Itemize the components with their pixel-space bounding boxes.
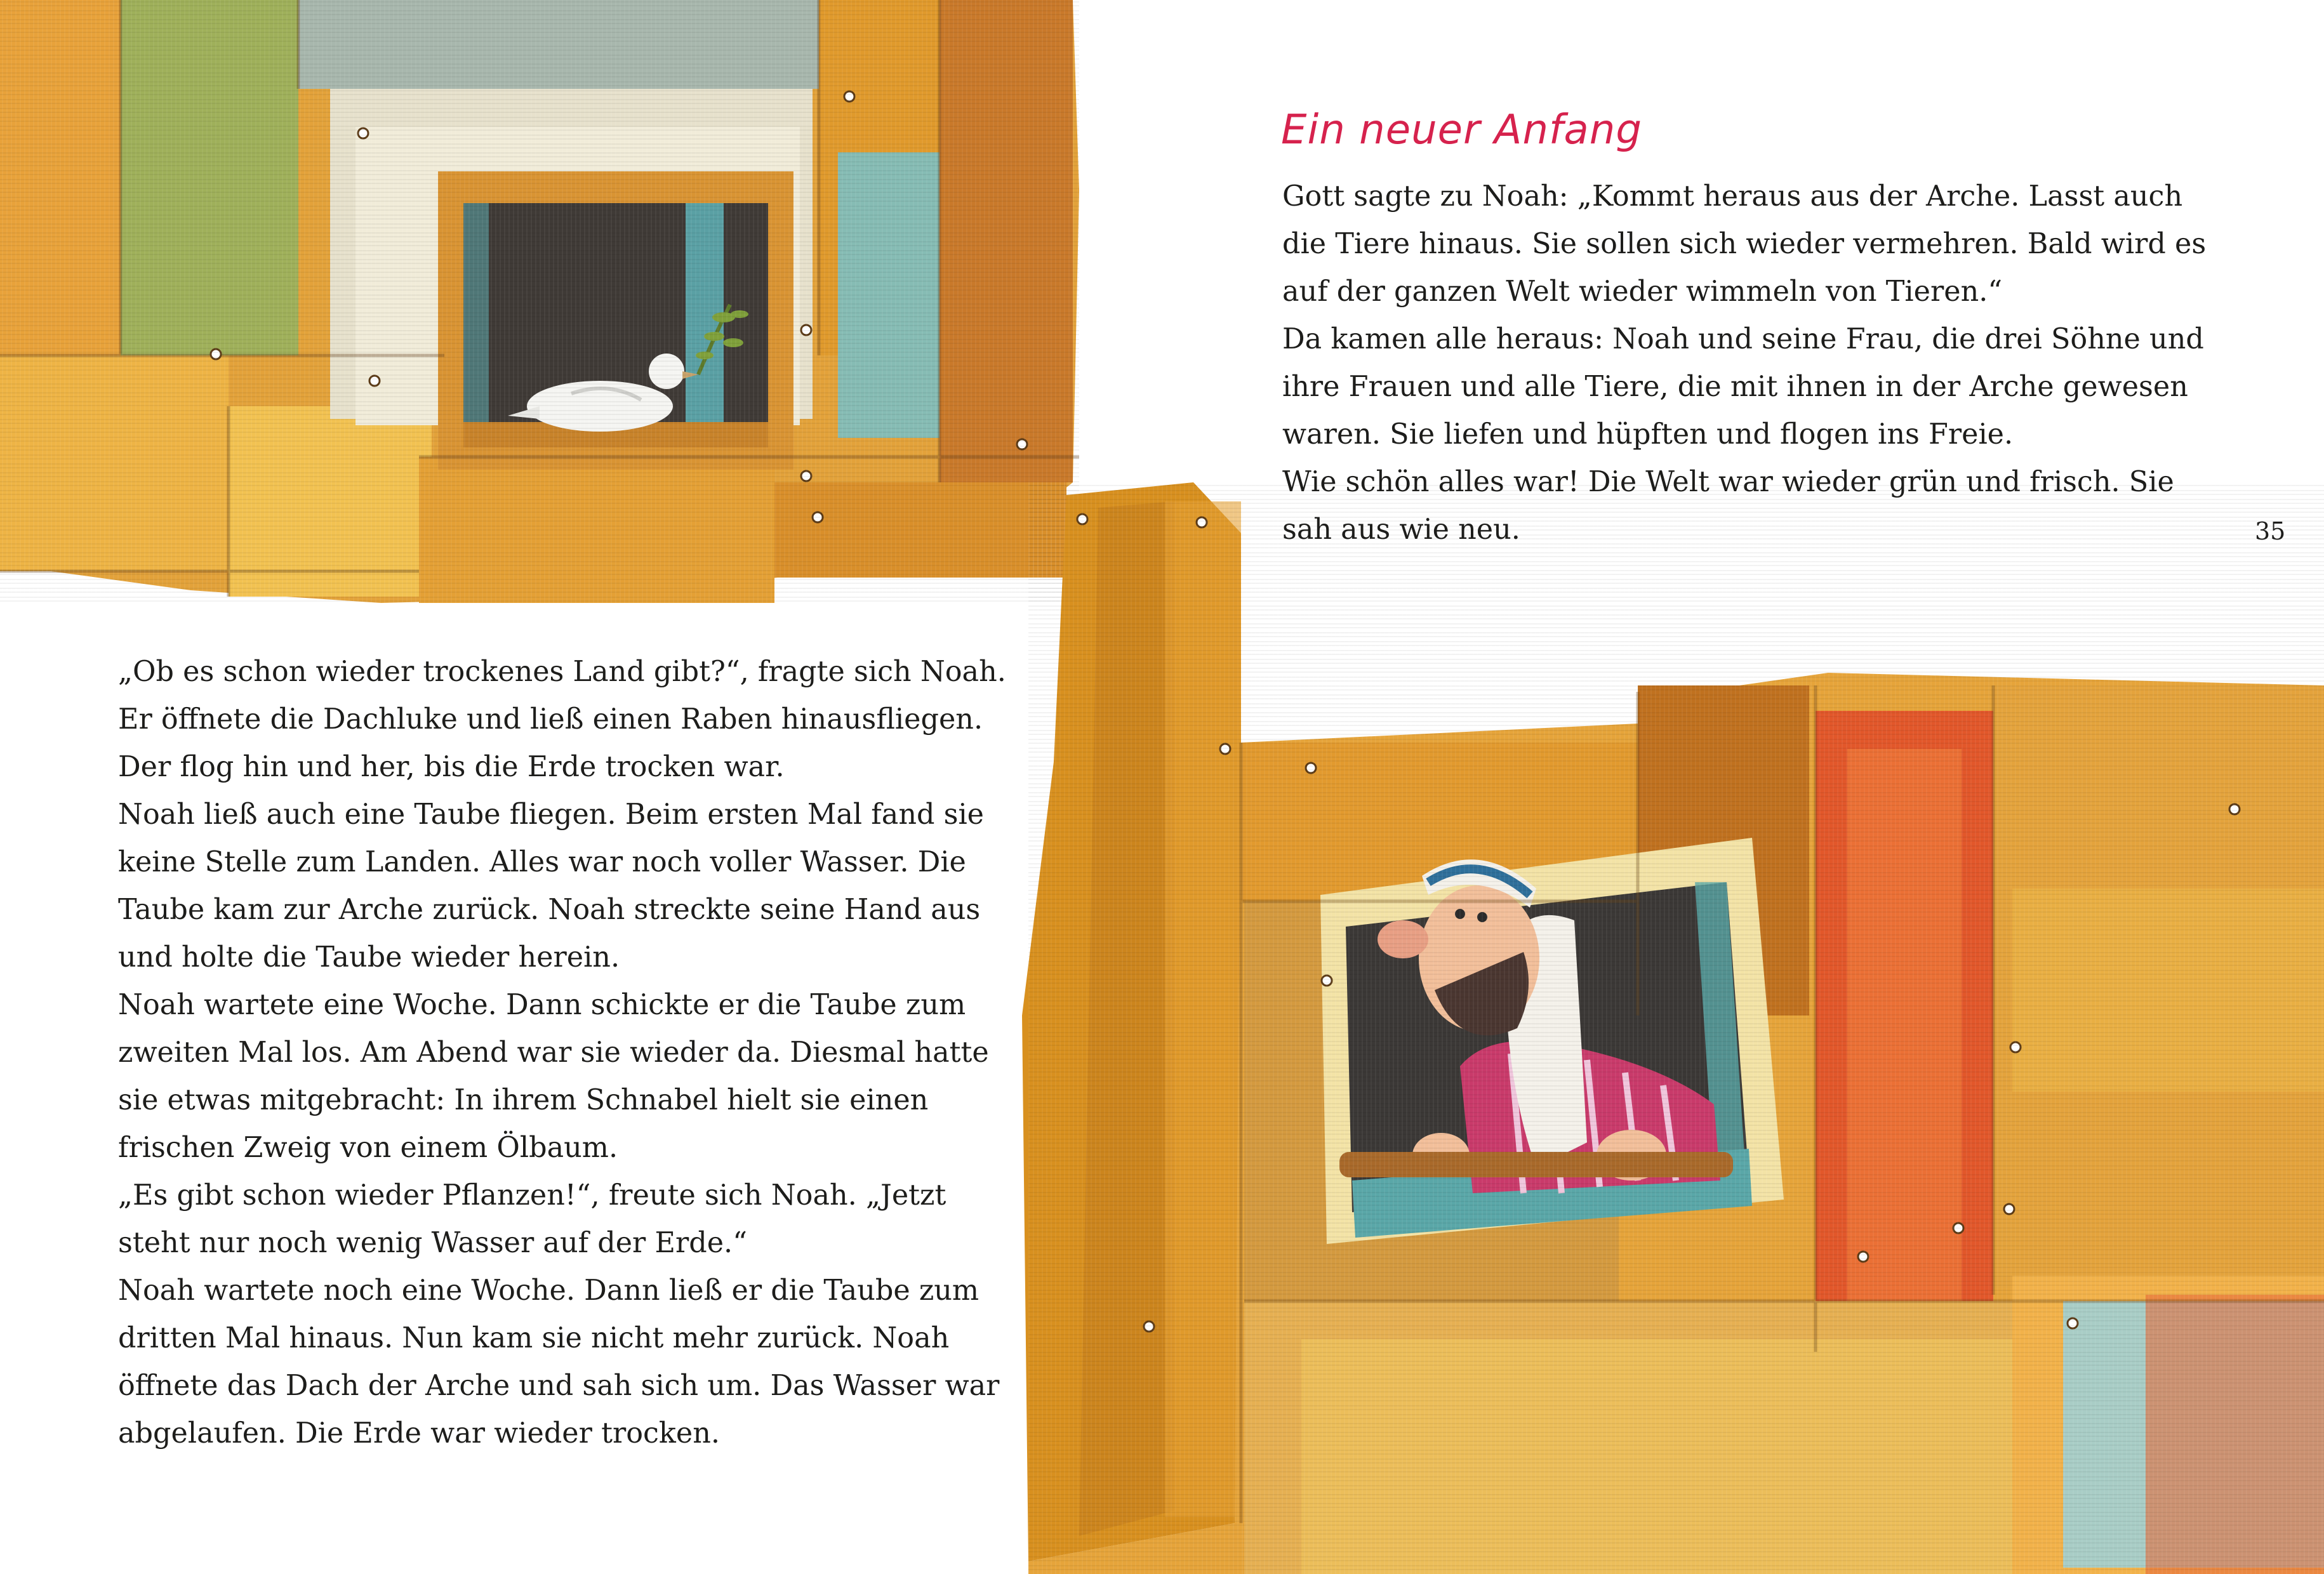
text-line: steht nur noch wenig Wasser auf der Erde.“	[118, 1227, 747, 1259]
text-line: Noah wartete noch eine Woche. Dann ließ er die Taube zum	[118, 1274, 979, 1307]
text-line: Gott sagte zu Noah: „Kommt heraus aus der Arche. Lasst auch	[1282, 180, 2183, 213]
text-line: Er öffnete die Dachluke und ließ einen Raben hinausfliegen.	[118, 703, 983, 736]
text-line: sie etwas mitgebracht: In ihrem Schnabel hielt sie einen	[118, 1084, 929, 1116]
text-line: öffnete das Dach der Arche und sah sich um. Das Wasser war	[118, 1370, 1000, 1402]
text-line: zweiten Mal los. Am Abend war sie wieder da. Diesmal hatte	[118, 1036, 989, 1069]
text-line: „Es gibt schon wieder Pflanzen!“, freute sich Noah. „Jetzt	[118, 1179, 946, 1212]
text-line: auf der ganzen Welt wieder wimmeln von Tieren.“	[1282, 275, 2003, 308]
text-line: die Tiere hinaus. Sie sollen sich wieder vermehren. Bald wird es	[1282, 228, 2207, 260]
page-number: 35	[2255, 517, 2286, 545]
text-line: sah aus wie neu.	[1282, 513, 1520, 546]
text-line: Wie schön alles war! Die Welt war wieder grün und frisch. Sie	[1282, 466, 2174, 498]
text-line: „Ob es schon wieder trockenes Land gibt?“, fragte sich Noah.	[118, 656, 1006, 688]
text-line: frischen Zweig von einem Ölbaum.	[118, 1132, 618, 1164]
text-line: dritten Mal hinaus. Nun kam sie nicht mehr zurück. Noah	[118, 1322, 950, 1354]
dove-window-illustration	[0, 0, 1079, 603]
text-line: keine Stelle zum Landen. Alles war noch voller Wasser. Die	[118, 846, 966, 878]
left-page-text	[118, 648, 1006, 1457]
text-line: waren. Sie liefen und hüpften und flogen ins Freie.	[1282, 418, 2014, 451]
noah-window-illustration	[1022, 482, 2324, 1574]
text-line: Noah wartete eine Woche. Dann schickte er die Taube zum	[118, 989, 966, 1021]
text-line: und holte die Taube wieder herein.	[118, 941, 620, 974]
text-line: Da kamen alle heraus: Noah und seine Frau, die drei Söhne und	[1282, 323, 2204, 355]
text-line: Der flog hin und her, bis die Erde trocken war.	[118, 751, 785, 783]
text-line: Taube kam zur Arche zurück. Noah streckte seine Hand aus	[118, 894, 981, 926]
text-line: abgelaufen. Die Erde war wieder trocken.	[118, 1417, 720, 1450]
text-line: ihre Frauen und alle Tiere, die mit ihnen in der Arche gewesen	[1282, 371, 2188, 403]
text-line: Noah ließ auch eine Taube fliegen. Beim ersten Mal fand sie	[118, 798, 985, 831]
story-heading: Ein neuer Anfang	[1281, 107, 1642, 154]
right-page-text	[1282, 173, 2206, 553]
